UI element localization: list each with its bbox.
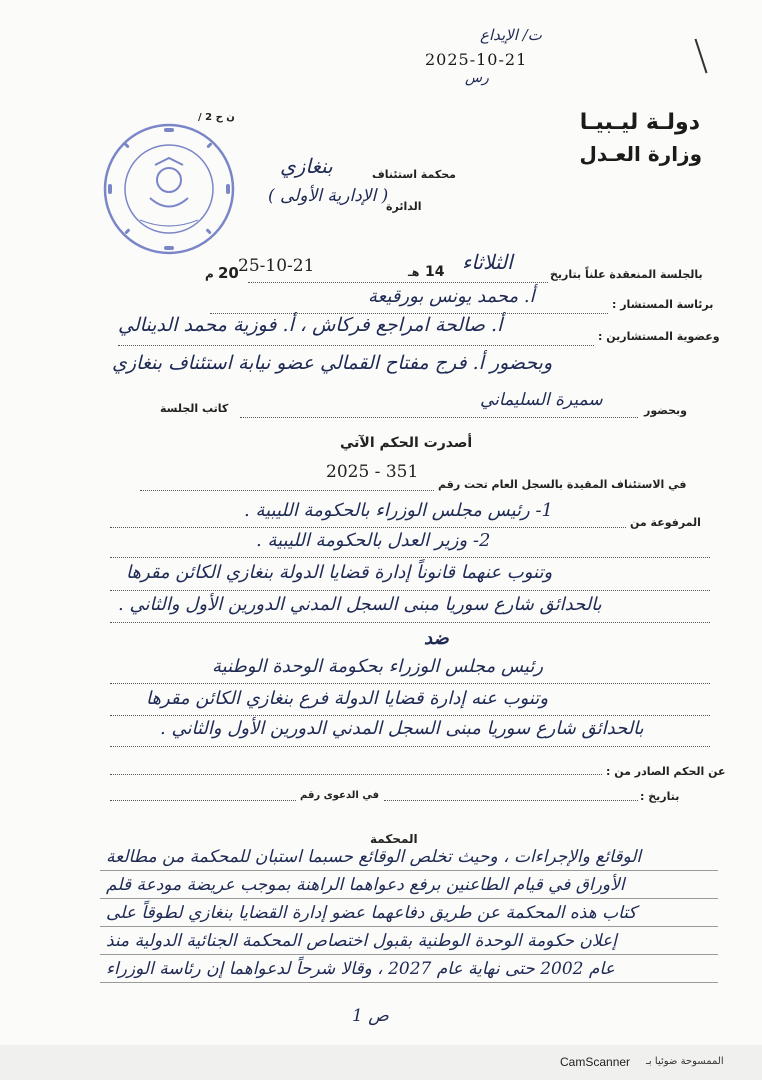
circuit-label: الدائرة bbox=[386, 200, 422, 213]
court-label: محكمة استئناف bbox=[372, 168, 456, 181]
verdict-heading: أصدرت الحكم الآتي bbox=[340, 435, 473, 451]
court-line1: الوقائع والإجراءات ، وحيث تخلص الوقائع حسبما استبان للمحكمة من مطالعة bbox=[106, 847, 642, 867]
clerk-dotted-line bbox=[240, 417, 638, 418]
members-value: أ. صالحة امراجع فركاش ، أ. فوزية محمد الدينالي bbox=[118, 314, 503, 336]
clerk-label: كاتب الجلسة bbox=[160, 402, 229, 415]
state-title: دولـة ليـبيـا bbox=[579, 110, 700, 135]
against-dotted-2 bbox=[110, 715, 710, 716]
against-label: ضد bbox=[424, 628, 449, 649]
scanner-footer bbox=[0, 1045, 762, 1080]
filing-stamp-date: 2025-10-21 bbox=[425, 50, 528, 69]
court-seal-icon bbox=[100, 120, 238, 258]
page-reference: ن ح 2 / bbox=[198, 112, 235, 123]
session-label: بالجلسة المنعقدة علناً بتاريخ bbox=[550, 268, 703, 281]
appeal-label: في الاستئناف المقيدة بالسجل العام تحت رقم bbox=[438, 478, 687, 491]
filed-by-label: المرفوعة من bbox=[630, 516, 701, 529]
attendance-label: وبحضور bbox=[644, 404, 687, 417]
members-dotted-line bbox=[118, 345, 594, 346]
filing-stamp-label: ت/ الإيداع bbox=[480, 26, 542, 44]
session-date-prefix: 20 bbox=[218, 264, 239, 282]
ministry-title: وزارة العـدل bbox=[579, 142, 702, 166]
hijri-day: 14 bbox=[425, 264, 445, 280]
appeal-dotted-line bbox=[140, 490, 434, 491]
session-date-suffix: م bbox=[205, 267, 214, 281]
filed-by-dotted-3 bbox=[110, 590, 710, 591]
against-dotted-3 bbox=[110, 746, 710, 747]
circuit-value: ( الإدارية الأولى ) bbox=[268, 186, 389, 206]
corner-mark-icon bbox=[694, 39, 707, 74]
filed-by-line2: 2- وزير العدل بالحكومة الليبية . bbox=[256, 530, 491, 551]
court-line4: إعلان حكومة الوحدة الوطنية بقبول اختصاص المحكمة الجنائية الدولية منذ bbox=[106, 931, 617, 951]
appealed-ruling-label: عن الحكم الصادر من : bbox=[606, 765, 726, 778]
rule-4 bbox=[100, 954, 718, 955]
scanner-app-name: CamScanner bbox=[560, 1055, 631, 1069]
appeal-number: 2025 - 351 bbox=[326, 462, 419, 482]
filed-by-line4: بالحدائق شارع سوريا مبنى السجل المدني الدورين الأول والثاني . bbox=[118, 594, 602, 615]
appealed-ruling-dotted bbox=[110, 774, 602, 775]
court-city: بنغازي bbox=[280, 154, 333, 178]
against-line1: رئيس مجلس الوزراء بحكومة الوحدة الوطنية bbox=[212, 656, 544, 677]
prosecutor-value: وبحضور أ. فرج مفتاح القمالي عضو نيابة استئناف بنغازي bbox=[112, 352, 553, 374]
court-heading: المحكمة bbox=[370, 832, 418, 846]
filed-by-dotted-4 bbox=[110, 622, 710, 623]
filing-stamp-initials: رس bbox=[465, 70, 489, 86]
scanned-by-label: الممسوحة ضوئيا بـ bbox=[646, 1056, 724, 1067]
page-number: ص 1 bbox=[352, 1006, 389, 1026]
members-label: وعضوية المستشارين : bbox=[598, 330, 720, 343]
filed-by-line1: 1- رئيس مجلس الوزراء بالحكومة الليبية . bbox=[244, 500, 553, 521]
court-line3: كتاب هذه المحكمة عن طريق دفاعهما عضو إدارة القضايا بنغازي لطوقاً على bbox=[106, 903, 637, 923]
appealed-case-dotted bbox=[110, 800, 296, 801]
rule-3 bbox=[100, 926, 718, 927]
rule-2 bbox=[100, 898, 718, 899]
filed-by-line3: وتنوب عنهما قانوناً إدارة قضايا الدولة بنغازي الكائن مقرها bbox=[126, 562, 553, 583]
appealed-date-label: بتاريخ : bbox=[640, 790, 680, 803]
court-line5: عام 2002 حتى نهاية عام 2027 ، وقالا شرحاً لدعواهما إن رئاسة الوزراء bbox=[106, 959, 615, 979]
hijri-suffix: هـ bbox=[408, 266, 420, 279]
filed-by-dotted-1 bbox=[110, 527, 626, 528]
against-line3: بالحدائق شارع سوريا مبنى السجل المدني الدورين الأول والثاني . bbox=[160, 718, 644, 739]
session-day: الثلاثاء bbox=[462, 250, 513, 274]
rule-5 bbox=[100, 982, 718, 983]
court-line2: الأوراق في قيام الطاعنين برفع دعواهما الراهنة بموجب عريضة مودعة قلم bbox=[106, 875, 625, 895]
president-value: أ. محمد يونس بورقيعة bbox=[368, 286, 535, 307]
appealed-date-dotted bbox=[384, 800, 638, 801]
appealed-case-label: في الدعوى رقم bbox=[300, 790, 379, 801]
session-date-handwritten: 25-10-21 bbox=[238, 256, 315, 276]
against-dotted-1 bbox=[110, 683, 710, 684]
president-label: برئاسة المستشار : bbox=[612, 298, 714, 311]
filed-by-dotted-2 bbox=[110, 557, 710, 558]
clerk-value: سميرة السليماني bbox=[480, 390, 603, 410]
against-line2: وتنوب عنه إدارة قضايا الدولة فرع بنغازي الكائن مقرها bbox=[146, 688, 549, 709]
rule-1 bbox=[100, 870, 718, 871]
session-dotted-line bbox=[248, 282, 548, 283]
